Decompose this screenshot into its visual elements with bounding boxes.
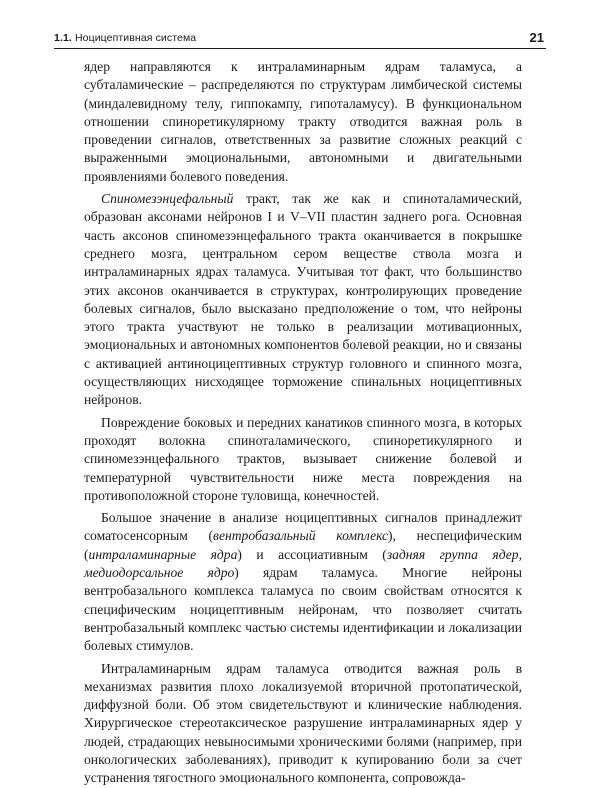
text-run: ядер направляются к интраламинарным ядрам таламуса, а субталамические – распределяются по структурам лимбической системы (миндалевидному телу, гиппокампу, гипоталамусу). В функциональном отношении спиноретикулярному тракту отводится важная роль в проведении сигналов, ответственных за развитие сложных реакций с выраженными эмоциональными, автономными и двигательными проявлениями болевого поведения. [84,59,522,184]
body-text [84,58,522,788]
text-run: ), неспецифическим ( [84,528,523,562]
text-run: ) и ассоциативным ( [237,546,387,562]
emphasis-term: задняя группа ядер, медиодорсальное ядро [84,546,523,581]
paragraph [84,509,522,655]
text-run: Интраламинарным ядрам таламуса отводится важная роль в механизмах развития плохо локализуемой вторичной протопатической, диффузной боли. Об этом свидетельствуют и клинические наблюдения. Хирургическое стереотаксическое разрушение интраламинарных ядер у людей, страдающих невыносимыми хроническими болями (например, при онкологических заболеваниях), приводит к купированию боли за счет устранения тягостного эмоционального компонента, сопровожда- [84,660,522,786]
text-run: Большое значение в анализе ноцицептивных сигналов принадлежит соматосенсорным ( [84,510,522,544]
text-run: ) ядрам таламуса. Многие нейроны вентробазального комплекса таламуса по своим свойствам относятся к специфическим ноцицептивным нейронам, что позволяет считать вентробазальный комплекс частью системы идентификации и локализации болевых стимулов. [84,565,522,654]
emphasis-term: интраламинарные ядра [88,546,238,562]
section-number: 1.1. [54,32,72,44]
text-run: тракт, так же как и спиноталамический, образован аксонами нейронов I и V–VII пластин заднего рога. Основная часть аксонов спиномезэнцефального тракта оканчивается в покрышке среднего мозга, центральном сером веществе ствола мозга и интраламинарных ядрах таламуса. Учитывая тот факт, что большинство этих аксонов оканчивается в структурах, контролирующих проведение болевых сигналов, было высказано предположение о том, что нейроны этого тракта участвуют не только в реализации мотивационных, эмоциональных и автономных компонентов болевой реакции, но и связаны с активацией антиноцицептивных структур головного и спинного мозга, осуществляющих нисходящее торможение спинальных ноцицептивных нейронов. [84,191,522,408]
emphasis-term: Спиномезэнцефальный [101,191,234,207]
running-head [54,30,546,49]
paragraph [84,190,522,410]
text-run: Повреждение боковых и передних канатиков спинного мозга, в которых проходят волокна спиноталамического, спиноретикулярного и спиномезэнцефального трактов, вызывает снижение болевой и температурной чувствительности ниже места повреждения на противоположной стороне туловища, конечностей. [84,414,522,503]
paragraph [84,58,522,186]
page-number: 21 [529,30,544,45]
section-heading [54,32,196,44]
section-title: Ноцицептивная система [74,32,197,44]
paragraph [84,660,522,788]
paragraph [84,414,522,505]
emphasis-term: вентробазальный комплекс [213,528,389,544]
